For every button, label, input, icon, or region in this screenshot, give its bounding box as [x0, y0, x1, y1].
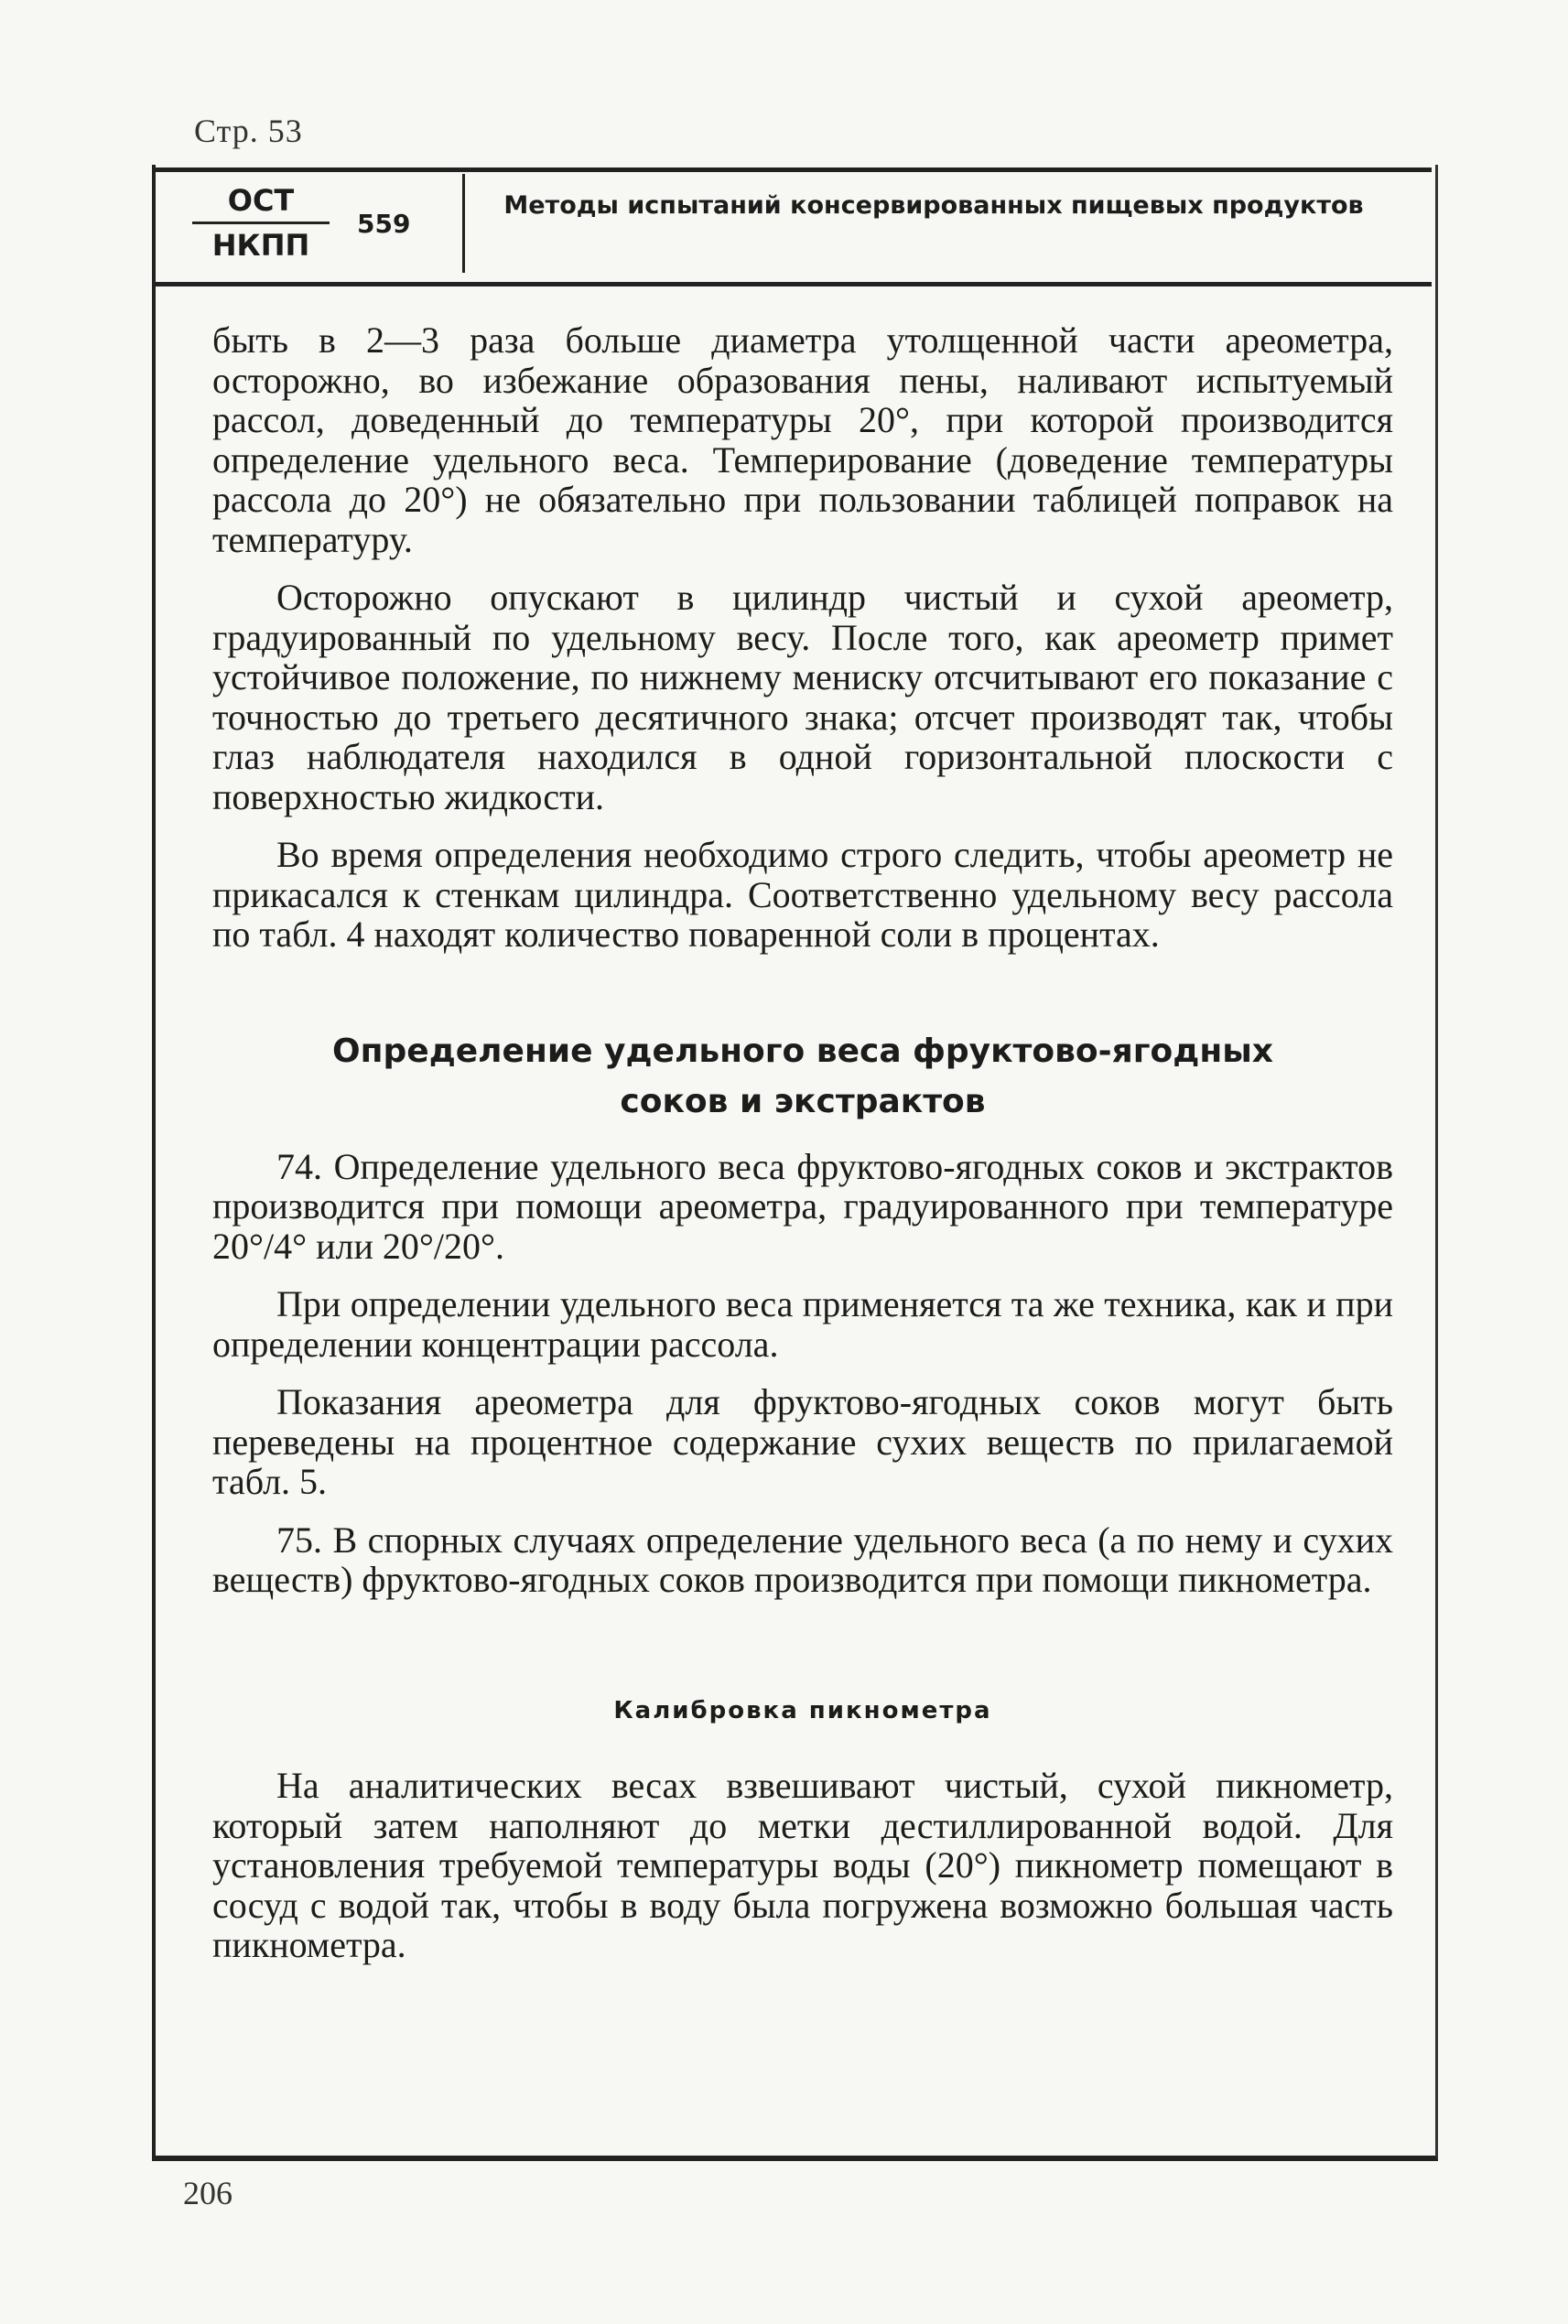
- header-title: Методы испытаний консервированных пищевых продуктов: [503, 191, 1364, 220]
- section-heading-line2: соков и экстрактов: [620, 1082, 986, 1120]
- paragraph: Показания ареометра для фруктово-ягодных соков могут быть переведены на процентное содержание сухих веществ по прилагаемой табл. 5.: [212, 1381, 1393, 1502]
- footer-page-number: 206: [183, 2175, 232, 2211]
- paragraph: 74. Определение удельного веса фруктово-ягодных соков и экстрактов производится при помощи ареометра, градуированного при температуре 20°/4° или 20°/20°.: [212, 1145, 1393, 1267]
- paragraph: 75. В спорных случаях определение удельного веса (а по нему и сухих веществ) фруктово-ягодных соков производится при помощи пикнометра.: [212, 1519, 1393, 1600]
- section-heading: [212, 1026, 1393, 1127]
- body-text: [212, 320, 1393, 1984]
- header-band: [152, 168, 1432, 286]
- standard-bottom: НКПП: [211, 228, 310, 263]
- paragraph: При определении удельного веса применяется та же техника, как и при определении концентрации рассола.: [212, 1283, 1393, 1365]
- paragraph: Осторожно опускают в цилиндр чистый и сухой ареометр, градуированный по удельному весу. После того, как ареометр примет устойчивое положение, по нижнему мениску отсчитывают его показание с точностью до третьего десятичного знака; отсчет производят так, чтобы глаз наблюдателя находился в одной горизонтальной плоскости с поверхностью жидкости.: [212, 577, 1393, 817]
- header-divider: [462, 174, 465, 273]
- paragraph: Во время определения необходимо строго следить, чтобы ареометр не прикасался к стенкам цилиндра. Соответственно удельному весу рассола по табл. 4 находят количество поваренной соли в процентах.: [212, 834, 1393, 955]
- standard-top: ОСТ: [192, 183, 330, 224]
- paragraph: На аналитических весах взвешивают чистый, сухой пикнометр, который затем наполняют до метки дестиллированной водой. Для установления требуемой температуры воды (20°) пикнометр помещают в сосуд с водой так, чтобы в воду была погружена возможно большая часть пикнометра.: [212, 1765, 1393, 1965]
- section-heading-line1: Определение удельного веса фруктово-ягодных: [332, 1032, 1273, 1070]
- standard-designation: [192, 183, 330, 263]
- subheading: Калибровка пикнометра: [613, 1696, 992, 1724]
- page-label: Стр. 53: [194, 113, 303, 149]
- paragraph: быть в 2—3 раза больше диаметра утолщенной части ареометра, осторожно, во избежание образования пены, наливают испытуемый рассол, доведенный до температуры 20°, при которой производится определение удельного веса. Темперирование (доведение температуры рассола до 20°) не обязательно при пользовании таблицей поправок на температуру.: [212, 319, 1393, 560]
- standard-number: 559: [357, 209, 411, 239]
